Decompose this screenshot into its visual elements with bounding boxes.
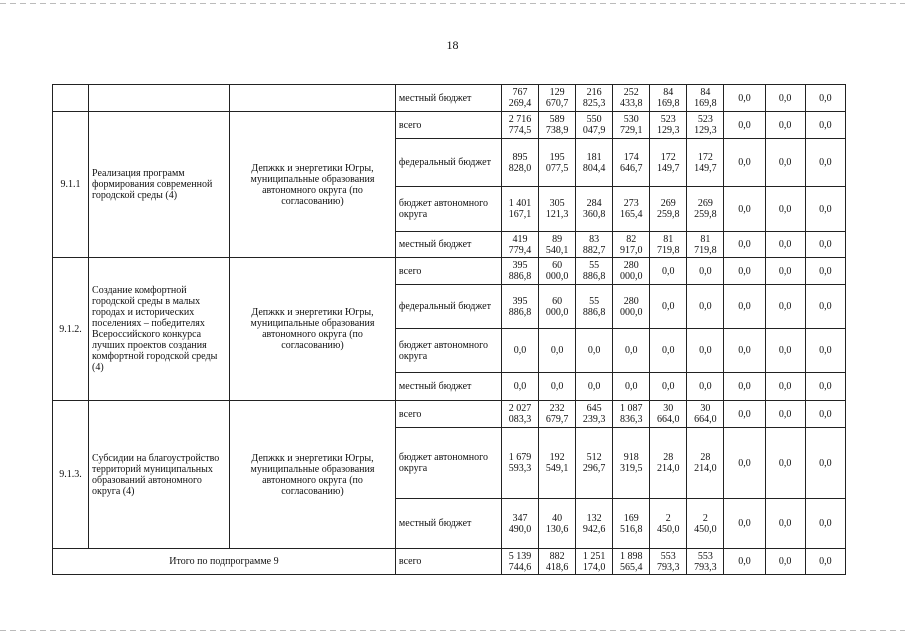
zero-cell: 0,0: [805, 499, 845, 549]
value-cell: 169 516,8: [613, 499, 650, 549]
value-cell: 1 898 565,4: [613, 549, 650, 575]
zero-cell: 0,0: [805, 139, 845, 187]
value-cell: 40 130,6: [539, 499, 576, 549]
value-cell: 172 149,7: [650, 139, 687, 187]
value-cell: 82 917,0: [613, 232, 650, 258]
source-cell: всего: [395, 112, 501, 139]
zero-cell: 0,0: [765, 285, 805, 329]
value-cell: 192 549,1: [539, 428, 576, 499]
zero-cell: 0,0: [805, 373, 845, 401]
value-cell: 589 738,9: [539, 112, 576, 139]
value-cell: 84 169,8: [650, 85, 687, 112]
value-cell: 0,0: [687, 285, 724, 329]
value-cell: 280 000,0: [613, 285, 650, 329]
value-cell: 280 000,0: [613, 258, 650, 285]
measure-code: 9.1.3.: [53, 401, 89, 549]
value-cell: 0,0: [687, 329, 724, 373]
source-cell: федеральный бюджет: [395, 285, 501, 329]
zero-cell: 0,0: [765, 428, 805, 499]
zero-cell: 0,0: [724, 329, 765, 373]
name-cell-empty: [89, 85, 230, 112]
zero-cell: 0,0: [765, 373, 805, 401]
zero-cell: 0,0: [805, 85, 845, 112]
value-cell: 0,0: [687, 258, 724, 285]
source-cell: бюджет автономного округа: [395, 428, 501, 499]
zero-cell: 0,0: [805, 428, 845, 499]
value-cell: 30 664,0: [687, 401, 724, 428]
value-cell: 512 296,7: [576, 428, 613, 499]
zero-cell: 0,0: [724, 401, 765, 428]
measure-name: Создание комфортной городской среды в малых городах и исторических поселениях – победителях Всероссийского конкурса лучших проектов создания комфортной городской среды (4): [89, 258, 230, 401]
zero-cell: 0,0: [765, 232, 805, 258]
value-cell: 918 319,5: [613, 428, 650, 499]
zero-cell: 0,0: [765, 499, 805, 549]
value-cell: 553 793,3: [687, 549, 724, 575]
value-cell: 5 139 744,6: [501, 549, 538, 575]
source-cell: бюджет автономного округа: [395, 187, 501, 232]
source-cell: местный бюджет: [395, 232, 501, 258]
value-cell: 2 027 083,3: [501, 401, 538, 428]
value-cell: 395 886,8: [501, 258, 538, 285]
value-cell: 28 214,0: [650, 428, 687, 499]
zero-cell: 0,0: [724, 549, 765, 575]
value-cell: 2 716 774,5: [501, 112, 538, 139]
value-cell: 172 149,7: [687, 139, 724, 187]
value-cell: 81 719,8: [650, 232, 687, 258]
zero-cell: 0,0: [805, 258, 845, 285]
value-cell: 0,0: [539, 373, 576, 401]
value-cell: 129 670,7: [539, 85, 576, 112]
zero-cell: 0,0: [724, 258, 765, 285]
zero-cell: 0,0: [765, 139, 805, 187]
zero-cell: 0,0: [805, 329, 845, 373]
code-cell-empty: [53, 85, 89, 112]
zero-cell: 0,0: [805, 187, 845, 232]
top-scan-border: [0, 3, 905, 4]
source-cell: бюджет автономного округа: [395, 329, 501, 373]
measure-executor: Депжкк и энергетики Югры, муниципальные образования автономного округа (по согласованию): [230, 258, 396, 401]
table-row: [53, 549, 846, 575]
zero-cell: 0,0: [765, 401, 805, 428]
value-cell: 0,0: [501, 329, 538, 373]
bottom-scan-border: [0, 630, 905, 631]
measure-name: Реализация программ формирования современной городской среды (4): [89, 112, 230, 258]
zero-cell: 0,0: [805, 401, 845, 428]
zero-cell: 0,0: [765, 187, 805, 232]
value-cell: 0,0: [576, 329, 613, 373]
value-cell: 523 129,3: [687, 112, 724, 139]
value-cell: 645 239,3: [576, 401, 613, 428]
table-row: [53, 85, 846, 112]
source-cell: местный бюджет: [395, 499, 501, 549]
value-cell: 0,0: [501, 373, 538, 401]
zero-cell: 0,0: [724, 232, 765, 258]
value-cell: 216 825,3: [576, 85, 613, 112]
zero-cell: 0,0: [724, 285, 765, 329]
value-cell: 550 047,9: [576, 112, 613, 139]
value-cell: 530 729,1: [613, 112, 650, 139]
value-cell: 273 165,4: [613, 187, 650, 232]
value-cell: 0,0: [687, 373, 724, 401]
budget-table: [52, 84, 846, 575]
zero-cell: 0,0: [805, 232, 845, 258]
source-cell: местный бюджет: [395, 85, 501, 112]
table-row: [53, 258, 846, 285]
table-row: [53, 401, 846, 428]
value-cell: 1 679 593,3: [501, 428, 538, 499]
zero-cell: 0,0: [765, 329, 805, 373]
value-cell: 84 169,8: [687, 85, 724, 112]
value-cell: 269 259,8: [687, 187, 724, 232]
table-row: [53, 112, 846, 139]
value-cell: 60 000,0: [539, 285, 576, 329]
value-cell: 28 214,0: [687, 428, 724, 499]
measure-executor: Депжкк и энергетики Югры, муниципальные образования автономного округа (по согласованию): [230, 401, 396, 549]
source-cell: местный бюджет: [395, 373, 501, 401]
zero-cell: 0,0: [765, 112, 805, 139]
zero-cell: 0,0: [724, 139, 765, 187]
value-cell: 0,0: [650, 285, 687, 329]
measure-executor: Депжкк и энергетики Югры, муниципальные образования автономного округа (по согласованию): [230, 112, 396, 258]
zero-cell: 0,0: [765, 85, 805, 112]
value-cell: 2 450,0: [687, 499, 724, 549]
value-cell: 0,0: [650, 258, 687, 285]
value-cell: 347 490,0: [501, 499, 538, 549]
source-cell: федеральный бюджет: [395, 139, 501, 187]
zero-cell: 0,0: [724, 112, 765, 139]
source-cell: всего: [395, 258, 501, 285]
zero-cell: 0,0: [805, 112, 845, 139]
zero-cell: 0,0: [724, 499, 765, 549]
value-cell: 55 886,8: [576, 285, 613, 329]
page-number: 18: [446, 38, 459, 52]
source-cell: всего: [395, 549, 501, 575]
value-cell: 81 719,8: [687, 232, 724, 258]
value-cell: 174 646,7: [613, 139, 650, 187]
value-cell: 0,0: [613, 373, 650, 401]
value-cell: 895 828,0: [501, 139, 538, 187]
measure-code: 9.1.1: [53, 112, 89, 258]
value-cell: 89 540,1: [539, 232, 576, 258]
zero-cell: 0,0: [765, 549, 805, 575]
value-cell: 269 259,8: [650, 187, 687, 232]
value-cell: 395 886,8: [501, 285, 538, 329]
value-cell: 0,0: [650, 373, 687, 401]
value-cell: 553 793,3: [650, 549, 687, 575]
executor-cell-empty: [230, 85, 396, 112]
value-cell: 60 000,0: [539, 258, 576, 285]
value-cell: 252 433,8: [613, 85, 650, 112]
value-cell: 1 401 167,1: [501, 187, 538, 232]
value-cell: 305 121,3: [539, 187, 576, 232]
measure-name: Субсидии на благоустройство территорий муниципальных образований автономного округа (4): [89, 401, 230, 549]
zero-cell: 0,0: [805, 285, 845, 329]
subprogram-total-label: Итого по подпрограмме 9: [53, 549, 396, 575]
zero-cell: 0,0: [724, 428, 765, 499]
value-cell: 1 251 174,0: [576, 549, 613, 575]
value-cell: 30 664,0: [650, 401, 687, 428]
value-cell: 132 942,6: [576, 499, 613, 549]
value-cell: 767 269,4: [501, 85, 538, 112]
value-cell: 83 882,7: [576, 232, 613, 258]
value-cell: 0,0: [539, 329, 576, 373]
zero-cell: 0,0: [765, 258, 805, 285]
value-cell: 0,0: [576, 373, 613, 401]
zero-cell: 0,0: [724, 373, 765, 401]
value-cell: 2 450,0: [650, 499, 687, 549]
value-cell: 195 077,5: [539, 139, 576, 187]
value-cell: 1 087 836,3: [613, 401, 650, 428]
value-cell: 523 129,3: [650, 112, 687, 139]
value-cell: 882 418,6: [539, 549, 576, 575]
measure-code: 9.1.2.: [53, 258, 89, 401]
value-cell: 284 360,8: [576, 187, 613, 232]
value-cell: 232 679,7: [539, 401, 576, 428]
zero-cell: 0,0: [805, 549, 845, 575]
value-cell: 181 804,4: [576, 139, 613, 187]
value-cell: 0,0: [613, 329, 650, 373]
value-cell: 0,0: [650, 329, 687, 373]
value-cell: 55 886,8: [576, 258, 613, 285]
zero-cell: 0,0: [724, 187, 765, 232]
value-cell: 419 779,4: [501, 232, 538, 258]
source-cell: всего: [395, 401, 501, 428]
zero-cell: 0,0: [724, 85, 765, 112]
